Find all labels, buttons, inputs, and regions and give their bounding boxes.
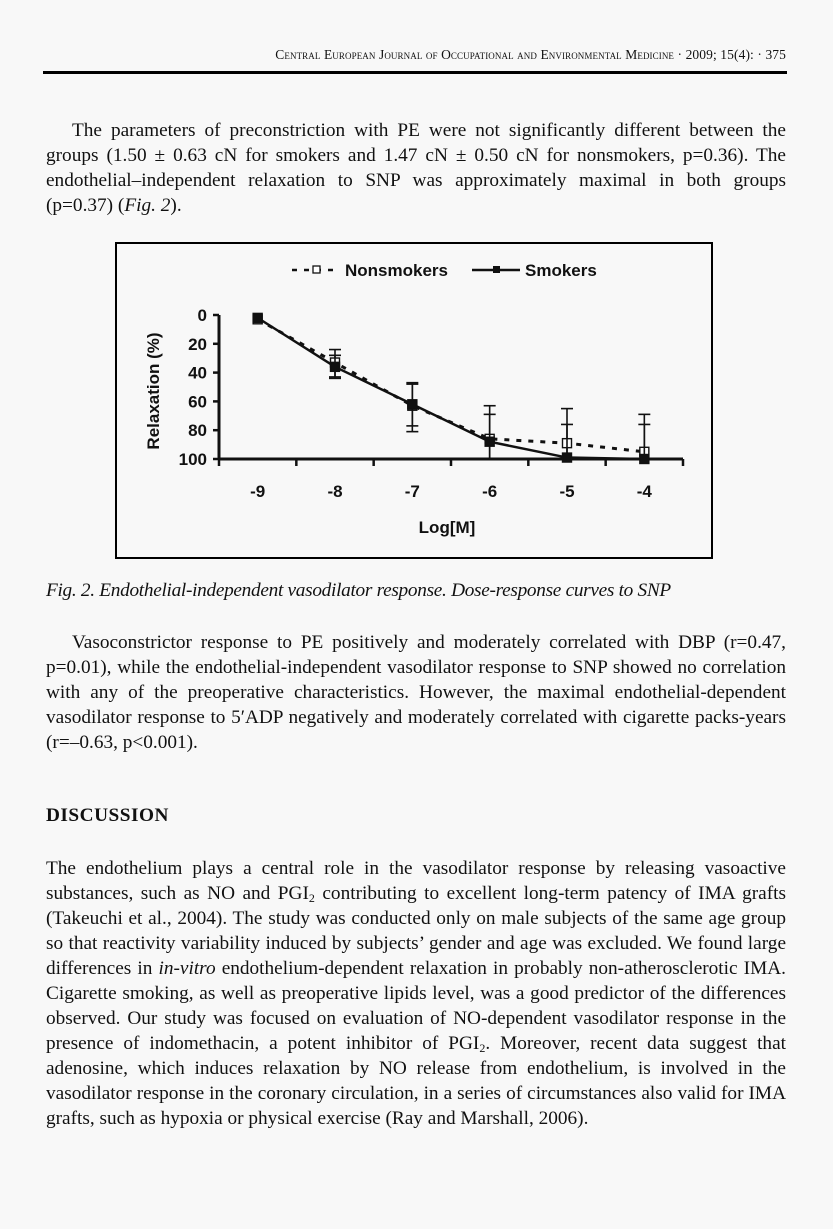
x-tick-label: -9 (250, 482, 266, 501)
x-tick-label: -7 (404, 482, 420, 501)
y-tick-label: 100 (178, 450, 207, 469)
text-run: The endothelium plays a central role in the vasodilator response by releasing vasoactive substances, such as NO and PGI (46, 858, 786, 904)
text-run: contributing to excellent long-term patency of IMA grafts (Takeuchi et al., 2004). The study was conducted only on male subjects of the same age group so that reactivity variability induced by subjects’ gender and age was excluded. We found large differences in (46, 883, 786, 979)
y-tick-label: 80 (188, 421, 207, 441)
chart-axes (179, 306, 683, 501)
subscript: 2 (308, 891, 315, 905)
data-point (563, 453, 572, 462)
section-heading-discussion: DISCUSSION (46, 805, 169, 826)
data-point (253, 313, 262, 322)
figure-caption: Fig. 2. Endothelial-independent vasodilator response. Dose-response curves to SNP (46, 580, 671, 601)
figure-2-frame (115, 242, 713, 559)
subscript: 2 (479, 1041, 486, 1055)
dose-response-chart (117, 244, 711, 557)
y-tick-label: 40 (188, 363, 207, 383)
data-point (331, 362, 340, 371)
series-smokers (253, 313, 650, 463)
paragraph-text-end: ). (170, 195, 182, 216)
x-tick-label: -4 (636, 482, 652, 501)
series-line (258, 319, 645, 451)
text-run: . Moreover, recent data suggest that adenosine, which induces relaxation by NO release from endothelium, is involved in the vasodilator response in the coronary circulation, in a series of circumstances also valid for IMA grafts, such as hypoxia or physical exercise (Ray and Marshall, 2006). (46, 1033, 786, 1129)
legend-nonsmokers-marker (313, 266, 320, 273)
x-tick-label: -6 (482, 482, 498, 501)
legend-smokers-label: Smokers (525, 261, 597, 280)
y-tick-label: 20 (188, 334, 207, 354)
x-tick-label: -8 (327, 482, 343, 501)
data-point (640, 455, 649, 464)
paragraph-discussion (46, 856, 786, 1131)
series-line (258, 318, 645, 459)
legend-nonsmokers-label: Nonsmokers (345, 261, 448, 280)
data-point (485, 437, 494, 446)
paragraph-text: The parameters of preconstriction with PE were not significantly different between the groups (1.50 ± 0.63 cN for smokers and 1.47 cN ± 0.50 cN for nonsmokers, p=0.36). The endothelial–independent relaxation to SNP was approximately maximal in both groups (p=0.37) ( (46, 120, 786, 216)
data-point (408, 400, 417, 409)
figure-reference-link[interactable]: Fig. 2 (124, 195, 171, 216)
paragraph-results (46, 118, 786, 218)
header-rule (43, 71, 787, 74)
y-axis-title: Relaxation (%) (144, 332, 163, 450)
emphasis: in-vitro (158, 958, 216, 979)
chart-legend (292, 261, 597, 280)
x-axis-title: Log[M] (418, 518, 476, 537)
running-header: Central European Journal of Occupational and Environmental Medicine · 2009; 15(4): · 375 (275, 47, 786, 62)
legend-smokers-marker (493, 266, 500, 273)
text-run: endothelium-dependent relaxation in probably non-atherosclerotic IMA. Cigarette smoking, as well as preoperative lipids level, was a good predictor of the differences observed. Our study was focused on evaluation of NO-dependent vasodilator response in the presence of indomethacin, a potent inhibitor of PGI (46, 958, 786, 1054)
chart-series (253, 313, 650, 463)
y-tick-label: 0 (197, 306, 207, 325)
x-tick-label: -5 (559, 482, 575, 501)
y-tick-label: 60 (188, 392, 207, 412)
series-nonsmokers (253, 315, 650, 459)
paragraph-correlation: Vasoconstrictor response to PE positively and moderately correlated with DBP (r=0.47, p=0.01), while the endothelial-independent vasodilator response to SNP showed no correlation with any of the preoperative characteristics. However, the maximal endothelial-dependent vasodilator response to 5′ADP negatively and moderately correlated with cigarette packs-years (r=–0.63, p<0.001). (46, 632, 786, 753)
